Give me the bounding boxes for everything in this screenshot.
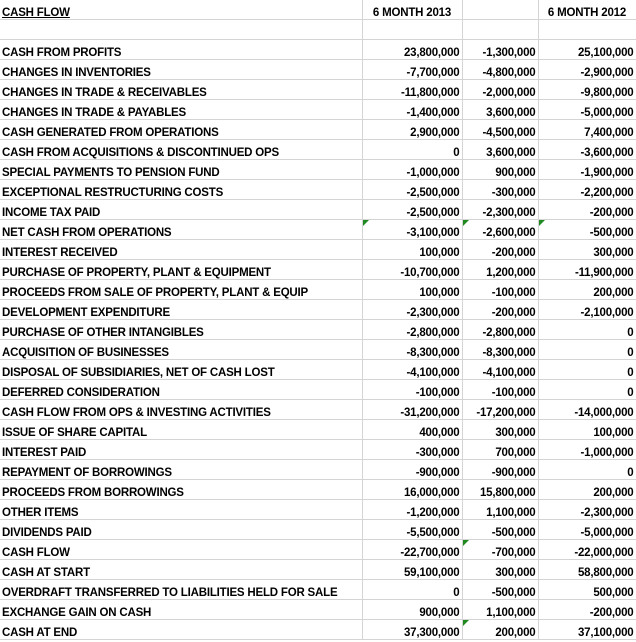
value-2013[interactable]: 59,100,000 — [362, 560, 462, 580]
row-label[interactable]: DIVIDENDS PAID — [0, 520, 362, 540]
table-row — [0, 100, 636, 120]
row-label[interactable]: PROCEEDS FROM SALE OF PROPERTY, PLANT & EQUIP — [0, 280, 362, 300]
value-2013[interactable]: 0 — [362, 580, 462, 600]
value-2013[interactable]: -4,100,000 — [362, 360, 462, 380]
row-label[interactable]: ISSUE OF SHARE CAPITAL — [0, 420, 362, 440]
table-row — [0, 40, 636, 60]
table-row — [0, 400, 636, 420]
value-difference[interactable]: -4,800,000 — [462, 60, 538, 80]
table-row — [0, 60, 636, 80]
value-2013[interactable]: -2,500,000 — [362, 180, 462, 200]
value-difference[interactable]: 3,600,000 — [462, 100, 538, 120]
value-2013[interactable]: 23,800,000 — [362, 40, 462, 60]
value-2012[interactable]: -2,900,000 — [538, 60, 636, 80]
value-2013[interactable]: -900,000 — [362, 460, 462, 480]
value-2012[interactable]: -5,000,000 — [538, 100, 636, 120]
row-label[interactable]: CHANGES IN INVENTORIES — [0, 60, 362, 80]
blank-row — [0, 20, 636, 40]
table-row — [0, 360, 636, 380]
value-difference[interactable]: 1,200,000 — [462, 260, 538, 280]
table-row — [0, 140, 636, 160]
row-label[interactable]: CASH GENERATED FROM OPERATIONS — [0, 120, 362, 140]
value-2012[interactable]: -200,000 — [538, 600, 636, 620]
value-2013[interactable]: 900,000 — [362, 600, 462, 620]
value-2012[interactable]: 0 — [538, 360, 636, 380]
table-row — [0, 180, 636, 200]
value-2012[interactable]: 0 — [538, 340, 636, 360]
row-label[interactable]: CASH FLOW FROM OPS & INVESTING ACTIVITIES — [0, 400, 362, 420]
value-2013[interactable]: -31,200,000 — [362, 400, 462, 420]
value-2012[interactable]: -5,000,000 — [538, 520, 636, 540]
value-2013[interactable]: -1,000,000 — [362, 160, 462, 180]
value-2013[interactable]: 400,000 — [362, 420, 462, 440]
row-label[interactable]: PURCHASE OF OTHER INTANGIBLES — [0, 320, 362, 340]
table-row — [0, 320, 636, 340]
value-difference[interactable]: -2,800,000 — [462, 320, 538, 340]
value-2012[interactable]: -1,000,000 — [538, 440, 636, 460]
table-row — [0, 440, 636, 460]
value-2012[interactable]: -500,000 — [538, 220, 636, 240]
value-2013[interactable]: -100,000 — [362, 380, 462, 400]
value-difference[interactable]: 300,000 — [462, 420, 538, 440]
row-label[interactable]: CASH FROM PROFITS — [0, 40, 362, 60]
blank-cell[interactable] — [0, 20, 362, 40]
value-2013[interactable]: -5,500,000 — [362, 520, 462, 540]
value-difference[interactable]: 1,100,000 — [462, 500, 538, 520]
value-difference[interactable]: 200,000 — [462, 620, 538, 640]
value-2013[interactable]: -2,500,000 — [362, 200, 462, 220]
value-2012[interactable]: 37,100,000 — [538, 620, 636, 640]
table-row — [0, 340, 636, 360]
row-label[interactable]: SPECIAL PAYMENTS TO PENSION FUND — [0, 160, 362, 180]
value-difference[interactable]: 900,000 — [462, 160, 538, 180]
value-2013[interactable]: 100,000 — [362, 280, 462, 300]
value-difference[interactable]: 1,100,000 — [462, 600, 538, 620]
value-difference[interactable]: 300,000 — [462, 560, 538, 580]
value-2013[interactable]: -7,700,000 — [362, 60, 462, 80]
value-difference[interactable]: -700,000 — [462, 540, 538, 560]
column-header-2012[interactable]: 6 MONTH 2012 — [538, 0, 636, 20]
table-row — [0, 260, 636, 280]
table-row — [0, 280, 636, 300]
value-2012[interactable]: -1,900,000 — [538, 160, 636, 180]
table-row — [0, 420, 636, 440]
value-2012[interactable]: -2,200,000 — [538, 180, 636, 200]
row-label[interactable]: DEFERRED CONSIDERATION — [0, 380, 362, 400]
table-row — [0, 560, 636, 580]
value-2012[interactable]: -11,900,000 — [538, 260, 636, 280]
table-row — [0, 160, 636, 180]
blank-cell[interactable] — [362, 20, 462, 40]
value-difference[interactable]: 15,800,000 — [462, 480, 538, 500]
value-2013[interactable]: -11,800,000 — [362, 80, 462, 100]
value-2012[interactable]: -22,000,000 — [538, 540, 636, 560]
value-difference[interactable]: -900,000 — [462, 460, 538, 480]
value-2012[interactable]: -14,000,000 — [538, 400, 636, 420]
row-label[interactable]: DEVELOPMENT EXPENDITURE — [0, 300, 362, 320]
value-difference[interactable]: -8,300,000 — [462, 340, 538, 360]
row-label[interactable]: CHANGES IN TRADE & RECEIVABLES — [0, 80, 362, 100]
value-2013[interactable]: 0 — [362, 140, 462, 160]
row-label[interactable]: EXCEPTIONAL RESTRUCTURING COSTS — [0, 180, 362, 200]
value-2013[interactable]: -2,800,000 — [362, 320, 462, 340]
value-2013[interactable]: 37,300,000 — [362, 620, 462, 640]
row-label[interactable]: CASH AT END — [0, 620, 362, 640]
row-label[interactable]: CASH FROM ACQUISITIONS & DISCONTINUED OPS — [0, 140, 362, 160]
table-row — [0, 580, 636, 600]
value-difference[interactable]: 3,600,000 — [462, 140, 538, 160]
value-difference[interactable]: -4,500,000 — [462, 120, 538, 140]
value-difference[interactable]: -100,000 — [462, 280, 538, 300]
row-label[interactable]: OTHER ITEMS — [0, 500, 362, 520]
value-difference[interactable]: -1,300,000 — [462, 40, 538, 60]
value-2013[interactable]: 16,000,000 — [362, 480, 462, 500]
table-row — [0, 220, 636, 240]
value-2012[interactable]: 58,800,000 — [538, 560, 636, 580]
value-2012[interactable]: -200,000 — [538, 200, 636, 220]
table-row — [0, 240, 636, 260]
table-row — [0, 80, 636, 100]
table-row — [0, 120, 636, 140]
blank-cell[interactable] — [462, 20, 538, 40]
row-label[interactable]: INTEREST PAID — [0, 440, 362, 460]
row-label[interactable]: REPAYMENT OF BORROWINGS — [0, 460, 362, 480]
value-2013[interactable]: -1,400,000 — [362, 100, 462, 120]
table-row — [0, 460, 636, 480]
value-difference[interactable]: -500,000 — [462, 520, 538, 540]
header-row — [0, 0, 636, 20]
value-difference[interactable]: 700,000 — [462, 440, 538, 460]
value-2012[interactable]: 7,400,000 — [538, 120, 636, 140]
value-difference[interactable]: -2,600,000 — [462, 220, 538, 240]
value-2012[interactable]: 25,100,000 — [538, 40, 636, 60]
row-label[interactable]: DISPOSAL OF SUBSIDIARIES, NET OF CASH LOST — [0, 360, 362, 380]
row-label[interactable]: INCOME TAX PAID — [0, 200, 362, 220]
sheet-title[interactable]: CASH FLOW — [0, 0, 362, 20]
table-row — [0, 600, 636, 620]
value-2013[interactable]: -10,700,000 — [362, 260, 462, 280]
table-row — [0, 200, 636, 220]
row-label[interactable]: INTEREST RECEIVED — [0, 240, 362, 260]
value-2012[interactable]: 0 — [538, 320, 636, 340]
row-label[interactable]: CASH FLOW — [0, 540, 362, 560]
column-header-difference[interactable] — [462, 0, 538, 20]
value-2012[interactable]: -2,300,000 — [538, 500, 636, 520]
value-2013[interactable]: -3,100,000 — [362, 220, 462, 240]
table-row — [0, 380, 636, 400]
row-label[interactable]: NET CASH FROM OPERATIONS — [0, 220, 362, 240]
value-2013[interactable]: -300,000 — [362, 440, 462, 460]
value-2013[interactable]: -1,200,000 — [362, 500, 462, 520]
value-difference[interactable]: -4,100,000 — [462, 360, 538, 380]
value-2012[interactable]: 200,000 — [538, 480, 636, 500]
value-2013[interactable]: -22,700,000 — [362, 540, 462, 560]
row-label[interactable]: EXCHANGE GAIN ON CASH — [0, 600, 362, 620]
value-2012[interactable]: -3,600,000 — [538, 140, 636, 160]
value-2012[interactable]: 500,000 — [538, 580, 636, 600]
table-row — [0, 500, 636, 520]
column-header-2013[interactable]: 6 MONTH 2013 — [362, 0, 462, 20]
row-label[interactable]: OVERDRAFT TRANSFERRED TO LIABILITIES HELD FOR SALE — [0, 580, 362, 600]
table-row — [0, 520, 636, 540]
row-label[interactable]: PURCHASE OF PROPERTY, PLANT & EQUIPMENT — [0, 260, 362, 280]
table-row — [0, 620, 636, 640]
value-2012[interactable]: -9,800,000 — [538, 80, 636, 100]
value-2012[interactable]: 200,000 — [538, 280, 636, 300]
value-difference[interactable]: -200,000 — [462, 240, 538, 260]
value-2012[interactable]: 0 — [538, 380, 636, 400]
value-2013[interactable]: 2,900,000 — [362, 120, 462, 140]
value-difference[interactable]: -500,000 — [462, 580, 538, 600]
value-2012[interactable]: -2,100,000 — [538, 300, 636, 320]
row-label[interactable]: ACQUISITION OF BUSINESSES — [0, 340, 362, 360]
table-row — [0, 480, 636, 500]
row-label[interactable]: CHANGES IN TRADE & PAYABLES — [0, 100, 362, 120]
value-difference[interactable]: -2,000,000 — [462, 80, 538, 100]
value-2013[interactable]: 100,000 — [362, 240, 462, 260]
value-2012[interactable]: 100,000 — [538, 420, 636, 440]
table-row — [0, 540, 636, 560]
value-2012[interactable]: 300,000 — [538, 240, 636, 260]
table-row — [0, 300, 636, 320]
value-2013[interactable]: -8,300,000 — [362, 340, 462, 360]
value-difference[interactable]: -300,000 — [462, 180, 538, 200]
value-2012[interactable]: 0 — [538, 460, 636, 480]
blank-cell[interactable] — [538, 20, 636, 40]
value-difference[interactable]: -100,000 — [462, 380, 538, 400]
row-label[interactable]: PROCEEDS FROM BORROWINGS — [0, 480, 362, 500]
value-difference[interactable]: -17,200,000 — [462, 400, 538, 420]
value-difference[interactable]: -2,300,000 — [462, 200, 538, 220]
row-label[interactable]: CASH AT START — [0, 560, 362, 580]
value-difference[interactable]: -200,000 — [462, 300, 538, 320]
value-2013[interactable]: -2,300,000 — [362, 300, 462, 320]
